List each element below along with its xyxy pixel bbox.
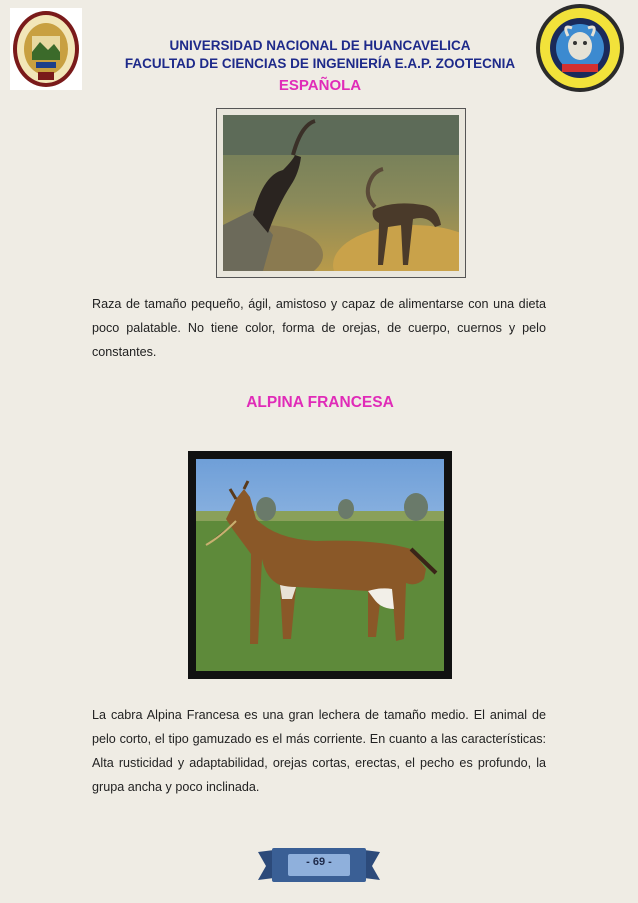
- section-title-espanola: ESPAÑOLA: [278, 77, 362, 94]
- alpina-francesa-description: La cabra Alpina Francesa es una gran lechera de tamaño medio. El animal de pelo corto, el tipo gamuzado es el más corriente. En cuanto a las características: Alta rusticidad y adaptabilidad, orejas cortas, erectas, el pecho es profundo, la grupa ancha y poco inclinada.: [92, 708, 546, 794]
- espanola-description: Raza de tamaño pequeño, ágil, amistoso y capaz de alimentarse con una dieta poco palatable. No tiene color, forma de orejas, de cuerpo, cuernos y pelo constantes.: [92, 297, 546, 359]
- page-number: - 69 -: [306, 856, 332, 868]
- faculty-name: FACULTAD DE CIENCIAS DE INGENIERÍA E.A.P. ZOOTECNIA: [124, 56, 516, 71]
- section-title-alpina-francesa: ALPINA FRANCESA: [246, 394, 394, 411]
- university-name: UNIVERSIDAD NACIONAL DE HUANCAVELICA: [169, 38, 471, 53]
- espanola-goat-photo: [216, 108, 466, 278]
- zootecnia-gear-emblem-logo: [534, 2, 626, 94]
- alpina-francesa-goat-photo: [188, 451, 452, 679]
- university-seal-logo: [10, 8, 82, 90]
